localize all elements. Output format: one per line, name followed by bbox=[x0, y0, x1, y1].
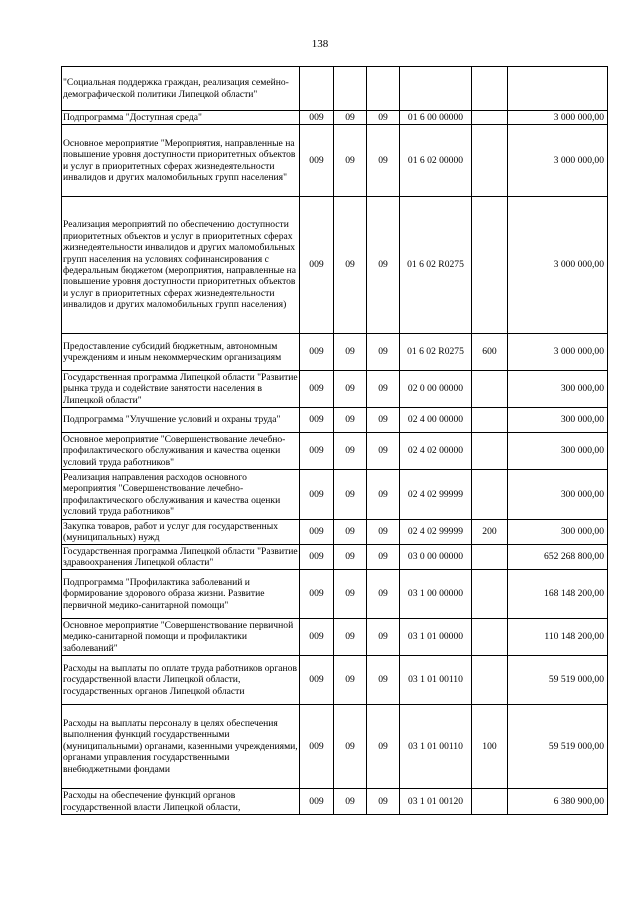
cell-name: Государственная программа Липецкой области "Развитие здравоохранения Липецкой области" bbox=[63, 545, 298, 568]
cell-name: Государственная программа Липецкой области "Развитие рынка труда и содействие занятости населения в Липецкой области" bbox=[63, 371, 298, 406]
cell-expense-type bbox=[472, 408, 508, 433]
cell-subsection: 09 bbox=[367, 125, 400, 197]
cell-ministry: 009 bbox=[300, 371, 334, 408]
cell-amount: 300 000,00 bbox=[508, 408, 608, 433]
cell-subsection: 09 bbox=[367, 619, 400, 656]
cell-name: Реализация направления расходов основного мероприятия "Совершенствование лечебно-профилактического обслуживания и качества оценки условий труда работников" bbox=[62, 470, 300, 520]
cell-ministry: 009 bbox=[300, 197, 334, 334]
cell-expense-type bbox=[472, 111, 508, 125]
cell-section: 09 bbox=[334, 125, 367, 197]
cell-amount: 168 148 200,00 bbox=[508, 570, 608, 619]
cell-amount: 59 519 000,00 bbox=[508, 705, 608, 789]
cell-section: 09 bbox=[334, 545, 367, 570]
cell-amount: 3 000 000,00 bbox=[508, 197, 608, 334]
cell-section: 09 bbox=[334, 656, 367, 705]
cell-amount bbox=[508, 67, 608, 111]
cell-expense-type bbox=[472, 371, 508, 408]
cell-ministry: 009 bbox=[300, 408, 334, 433]
cell-amount: 652 268 800,00 bbox=[508, 545, 608, 570]
cell-name: "Социальная поддержка граждан, реализация семейно-демографической политики Липецкой области" bbox=[62, 67, 300, 111]
cell-target: 03 1 01 00110 bbox=[400, 656, 472, 705]
cell-section: 09 bbox=[334, 789, 367, 815]
cell-ministry: 009 bbox=[300, 334, 334, 371]
table-row bbox=[62, 408, 608, 433]
cell-target: 01 6 02 R0275 bbox=[400, 334, 472, 371]
table-row bbox=[62, 705, 608, 789]
cell-section: 09 bbox=[334, 371, 367, 408]
cell-expense-type bbox=[472, 470, 508, 520]
cell-section: 09 bbox=[334, 433, 367, 470]
cell-amount: 59 519 000,00 bbox=[508, 656, 608, 705]
cell-expense-type: 600 bbox=[472, 334, 508, 371]
cell-name: Расходы на обеспечение функций органов государственной власти Липецкой области, bbox=[62, 789, 300, 815]
cell-subsection: 09 bbox=[367, 470, 400, 520]
cell-subsection: 09 bbox=[367, 656, 400, 705]
cell-amount: 3 000 000,00 bbox=[508, 125, 608, 197]
page-number: 138 bbox=[311, 38, 329, 50]
cell-target: 02 0 00 00000 bbox=[400, 371, 472, 408]
table-row bbox=[62, 545, 608, 570]
table-row bbox=[62, 197, 608, 334]
cell-expense-type bbox=[472, 433, 508, 470]
cell-expense-type: 100 bbox=[472, 705, 508, 789]
cell-subsection: 09 bbox=[367, 111, 400, 125]
cell-expense-type bbox=[472, 619, 508, 656]
cell-amount: 300 000,00 bbox=[508, 371, 608, 408]
cell-target: 02 4 00 00000 bbox=[400, 408, 472, 433]
cell-name: Закупка товаров, работ и услуг для государственных (муниципальных) нужд bbox=[62, 520, 300, 545]
cell-target: 03 0 00 00000 bbox=[400, 545, 472, 570]
cell-subsection: 09 bbox=[367, 334, 400, 371]
table-row bbox=[62, 371, 608, 408]
cell-ministry: 009 bbox=[300, 705, 334, 789]
cell-ministry: 009 bbox=[300, 570, 334, 619]
cell-expense-type bbox=[472, 789, 508, 815]
cell-name: Реализация мероприятий по обеспечению доступности приоритетных объектов и услуг в приоритетных сферах жизнедеятельности инвалидов и других маломобильных групп населения на условиях софинансирования с федеральным бюджетом (мероприятия, направленные на повышение уровня доступности приоритетных объектов и услуг в приоритетных сферах жизнедеятельности инвалидов и других маломобильных групп населения) bbox=[62, 197, 300, 334]
table-row bbox=[62, 789, 608, 815]
cell-ministry: 009 bbox=[300, 470, 334, 520]
cell-name: Основное мероприятие "Мероприятия, направленные на повышение уровня доступности приоритетных объектов и услуг в приоритетных сферах жизнедеятельности инвалидов и других маломобильных групп населения" bbox=[62, 125, 300, 197]
cell-name: Расходы на выплаты по оплате труда работников органов государственной власти Липецкой области, государственных органов Липецкой области bbox=[62, 656, 300, 705]
cell-expense-type bbox=[472, 545, 508, 570]
cell-subsection: 09 bbox=[367, 570, 400, 619]
cell-expense-type bbox=[472, 125, 508, 197]
cell-expense-type bbox=[472, 67, 508, 111]
cell-target: 03 1 01 00110 bbox=[400, 705, 472, 789]
cell-subsection: 09 bbox=[367, 433, 400, 470]
cell-ministry bbox=[300, 67, 334, 111]
cell-name: Предоставление субсидий бюджетным, автономным учреждениям и иным некоммерческим организациям bbox=[62, 334, 300, 371]
table-row bbox=[62, 520, 608, 545]
cell-ministry: 009 bbox=[300, 619, 334, 656]
cell-ministry: 009 bbox=[300, 125, 334, 197]
cell-section: 09 bbox=[334, 570, 367, 619]
cell-section: 09 bbox=[334, 408, 367, 433]
cell-ministry: 009 bbox=[300, 433, 334, 470]
cell-ministry: 009 bbox=[300, 520, 334, 545]
cell-target: 02 4 02 99999 bbox=[400, 520, 472, 545]
cell-amount: 300 000,00 bbox=[508, 433, 608, 470]
cell-expense-type: 200 bbox=[472, 520, 508, 545]
cell-section: 09 bbox=[334, 470, 367, 520]
cell-subsection: 09 bbox=[367, 705, 400, 789]
table-row bbox=[62, 656, 608, 705]
cell-ministry: 009 bbox=[300, 656, 334, 705]
cell-name: Расходы на выплаты персоналу в целях обеспечения выполнения функций государственными (муниципальными) органами, казенными учреждениями, органами управления государственными внебюджетными фондами bbox=[62, 705, 300, 789]
cell-ministry: 009 bbox=[300, 111, 334, 125]
cell-expense-type bbox=[472, 656, 508, 705]
cell-name: Основное мероприятие "Совершенствование лечебно-профилактического обслуживания и качества оценки условий труда работников" bbox=[62, 433, 300, 470]
cell-target bbox=[400, 67, 472, 111]
cell-target: 03 1 01 00120 bbox=[400, 789, 472, 815]
cell-target: 01 6 02 00000 bbox=[400, 125, 472, 197]
cell-name: Основное мероприятие "Совершенствование первичной медико-санитарной помощи и профилактики заболеваний" bbox=[62, 619, 300, 656]
cell-name: Подпрограмма "Профилактика заболеваний и формирование здорового образа жизни. Развитие первичной медико-санитарной помощи" bbox=[62, 570, 300, 619]
cell-target: 01 6 02 R0275 bbox=[400, 197, 472, 334]
cell-amount: 3 000 000,00 bbox=[508, 111, 608, 125]
budget-table bbox=[61, 66, 608, 815]
cell-name: Подпрограмма "Улучшение условий и охраны труда" bbox=[62, 408, 300, 433]
cell-expense-type bbox=[472, 197, 508, 334]
cell-subsection bbox=[367, 67, 400, 111]
cell-section: 09 bbox=[334, 619, 367, 656]
cell-target: 03 1 01 00000 bbox=[400, 619, 472, 656]
cell-section: 09 bbox=[334, 334, 367, 371]
cell-subsection: 09 bbox=[367, 789, 400, 815]
cell-target: 03 1 00 00000 bbox=[400, 570, 472, 619]
cell-subsection: 09 bbox=[367, 197, 400, 334]
table-row bbox=[62, 470, 608, 520]
cell-amount: 110 148 200,00 bbox=[508, 619, 608, 656]
table-row bbox=[62, 570, 608, 619]
cell-amount: 300 000,00 bbox=[508, 470, 608, 520]
cell-section bbox=[334, 67, 367, 111]
table-row bbox=[62, 334, 608, 371]
table-row bbox=[62, 125, 608, 197]
cell-amount: 6 380 900,00 bbox=[508, 789, 608, 815]
cell-subsection: 09 bbox=[367, 545, 400, 570]
cell-ministry: 009 bbox=[300, 545, 334, 570]
cell-section: 09 bbox=[334, 520, 367, 545]
cell-name: Подпрограмма "Доступная среда" bbox=[62, 111, 300, 125]
table-row bbox=[62, 619, 608, 656]
cell-target: 02 4 02 99999 bbox=[400, 470, 472, 520]
cell-subsection: 09 bbox=[367, 408, 400, 433]
cell-section: 09 bbox=[334, 197, 367, 334]
cell-section: 09 bbox=[334, 111, 367, 125]
table-row bbox=[62, 111, 608, 125]
cell-ministry: 009 bbox=[300, 789, 334, 815]
table-row bbox=[62, 433, 608, 470]
cell-amount: 300 000,00 bbox=[508, 520, 608, 545]
cell-expense-type bbox=[472, 570, 508, 619]
cell-subsection: 09 bbox=[367, 520, 400, 545]
cell-target: 01 6 00 00000 bbox=[400, 111, 472, 125]
budget-table-body bbox=[62, 67, 608, 815]
cell-amount: 3 000 000,00 bbox=[508, 334, 608, 371]
cell-target: 02 4 02 00000 bbox=[400, 433, 472, 470]
table-row bbox=[62, 67, 608, 111]
cell-section: 09 bbox=[334, 705, 367, 789]
cell-subsection: 09 bbox=[367, 371, 400, 408]
